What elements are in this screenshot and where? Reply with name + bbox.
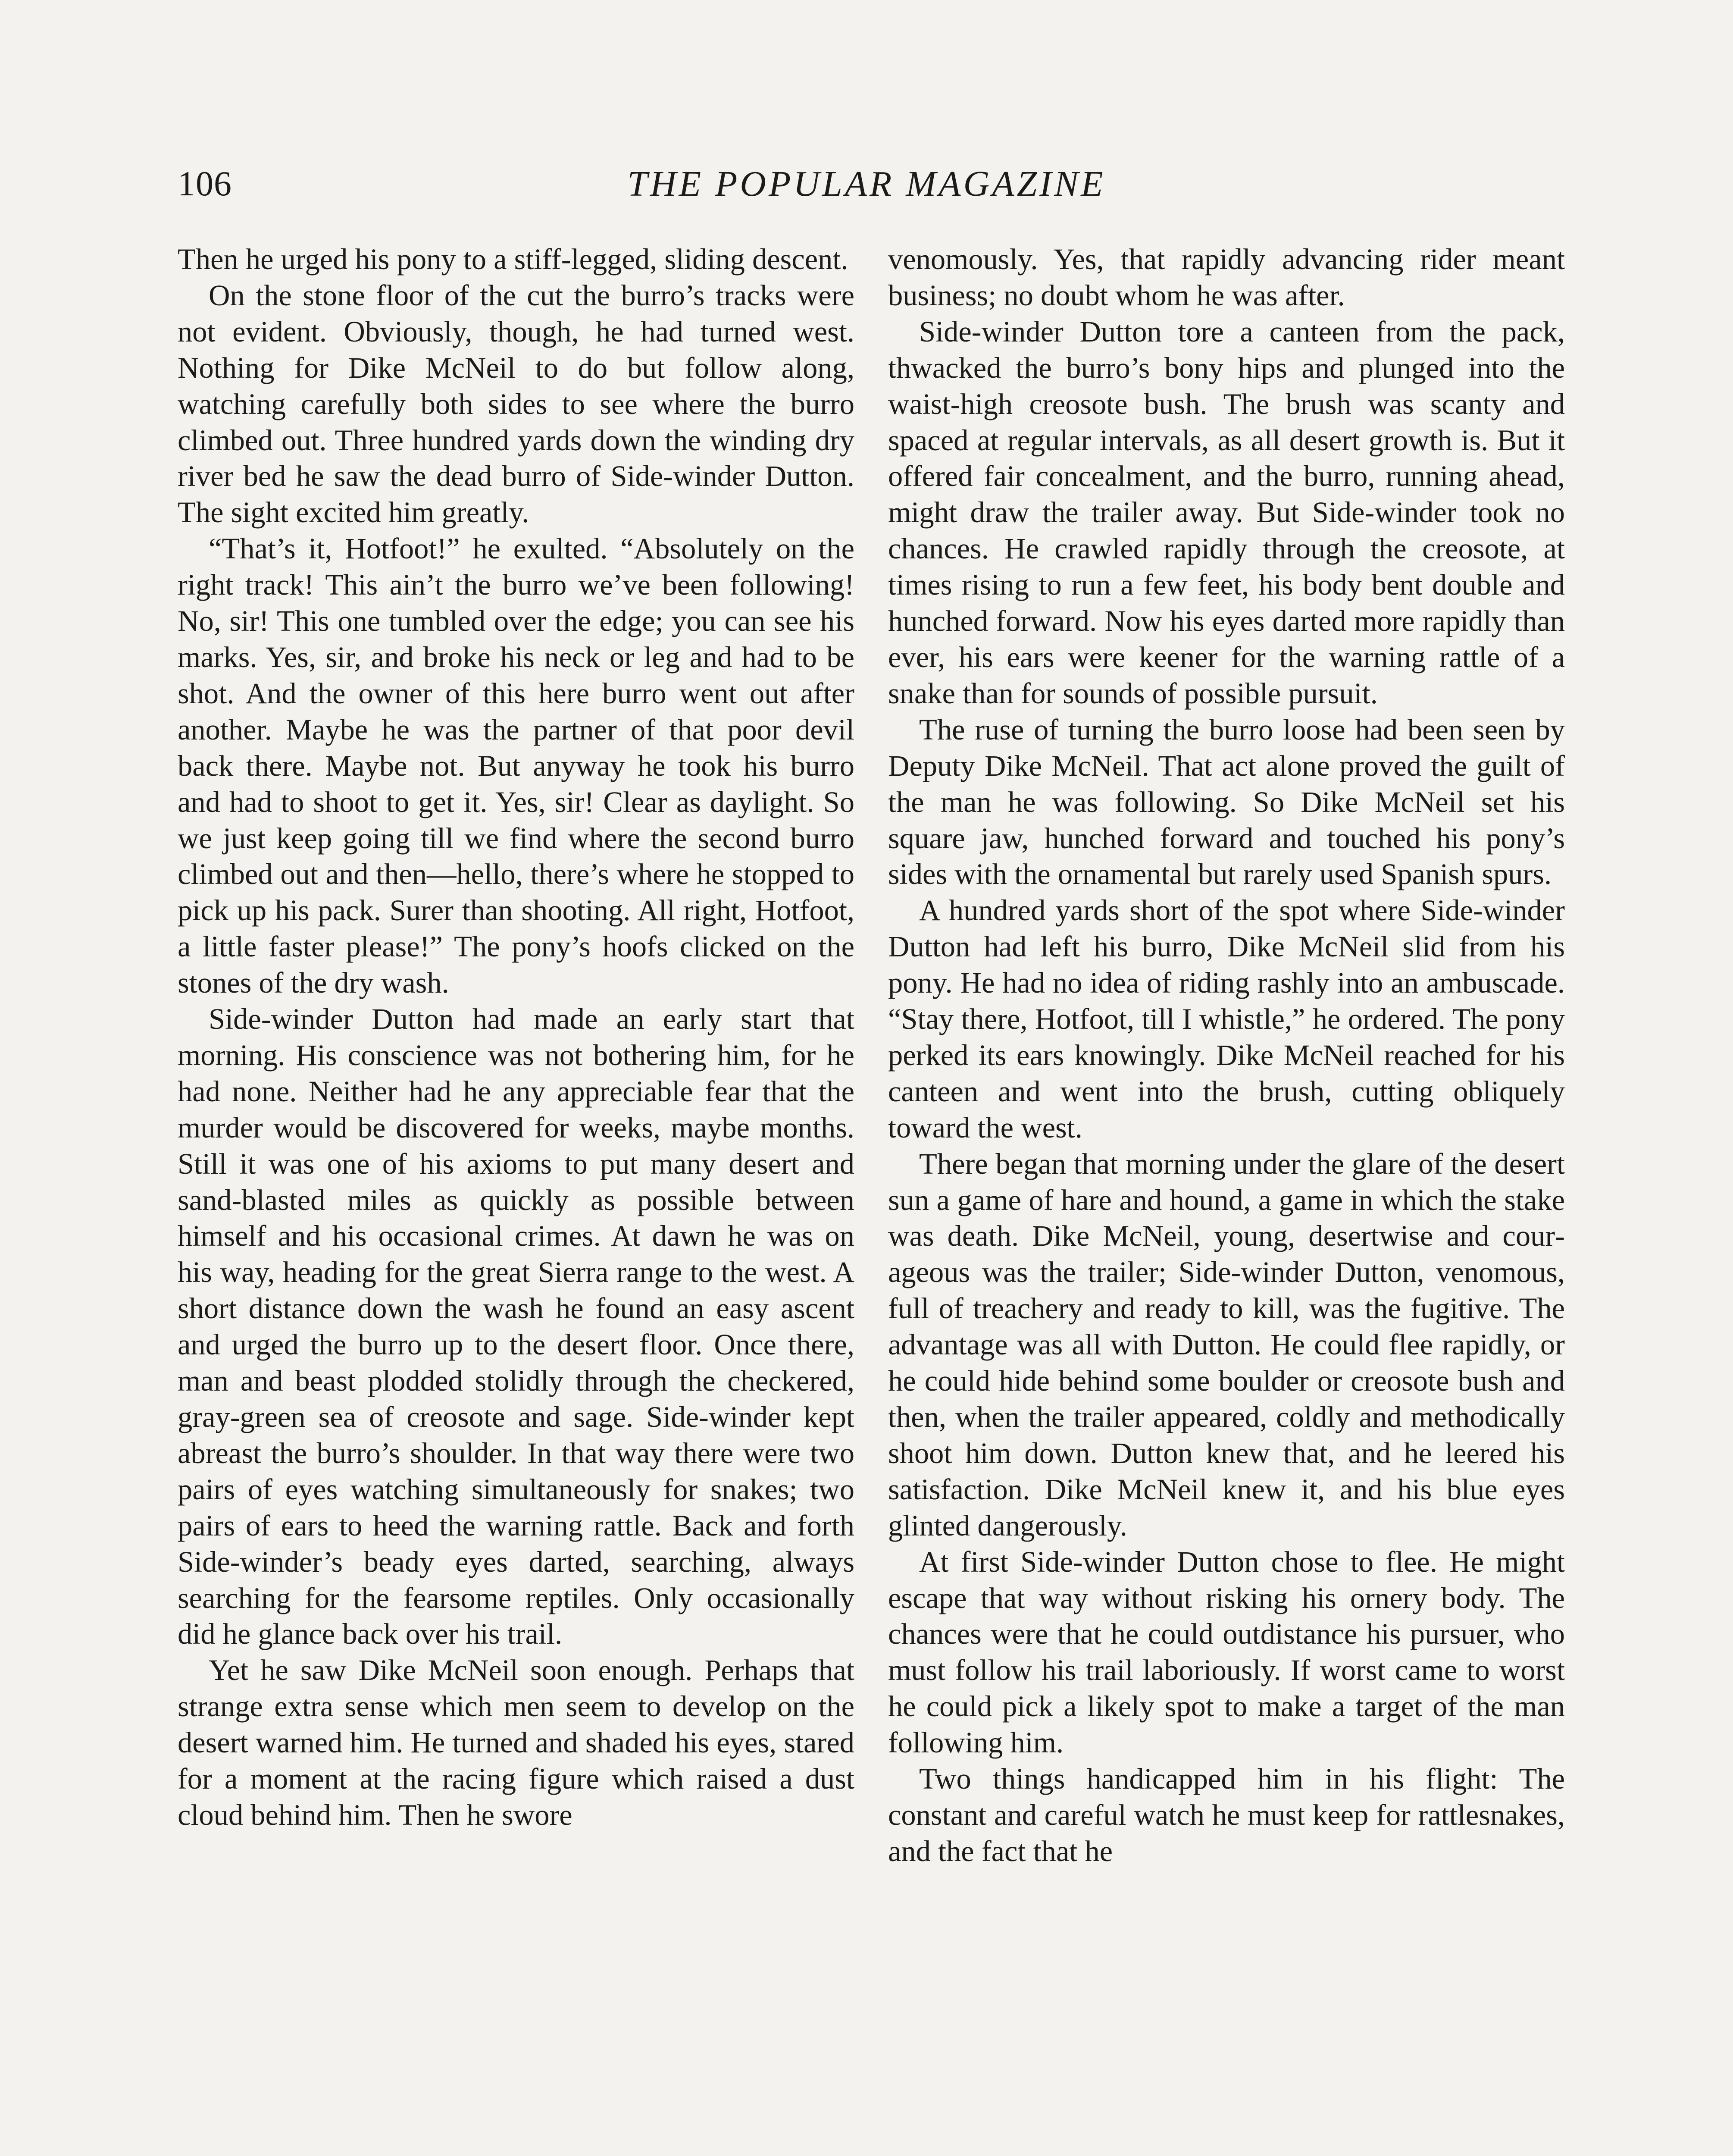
paragraph: venomously. Yes, that rapidly advancing rider meant business; no doubt whom he was after. (888, 243, 1565, 312)
paragraph: Two things handicapped him in his flight: The constant and careful watch he must keep for rattlesnakes, and the fact that he (888, 1762, 1565, 1868)
left-column (178, 241, 854, 2156)
paragraph: On the stone floor of the cut the burro’s tracks were not evident. Obviously, though, he had turned west. Nothing for Dike McNeil to do but follow along, watching carefully both sides to see where the burro climbed out. Three hundred yards down the winding dry river bed he saw the dead burro of Side-winder Dutton. The sight excited him greatly. (178, 279, 854, 529)
right-column (888, 241, 1565, 2156)
paragraph: “That’s it, Hotfoot!” he exulted. “Absolutely on the right track! This ain’t the burro we’ve been following! No, sir! This one tumbled over the edge; you can see his marks. Yes, sir, and broke his neck or leg and had to be shot. And the owner of this here burro went out after another. Maybe he was the partner of that poor devil back there. Maybe not. But anyway he took his burro and had to shoot to get it. Yes, sir! Clear as daylight. So we just keep going till we find where the second burro climbed out and then—hello, there’s where he stopped to pick up his pack. Surer than shooting. All right, Hotfoot, a little faster please!” The pony’s hoofs clicked on the stones of the dry wash. (178, 532, 854, 1000)
paragraph: A hundred yards short of the spot where Side-winder Dutton had left his burro, Dike McNeil slid from his pony. He had no idea of riding rashly into an ambuscade. “Stay there, Hotfoot, till I whistle,” he ordered. The pony perked its ears knowingly. Dike McNeil reached for his canteen and went into the brush, cutting obliquely toward the west. (888, 894, 1565, 1144)
paragraph: Side-winder Dutton had made an early start that morning. His conscience was not bothering him, for he had none. Neither had he any appreciable fear that the murder would be discovered for weeks, maybe months. Still it was one of his axioms to put many desert and sand-blasted miles as quickly as possible between himself and his occasional crimes. At dawn he was on his way, heading for the great Sierra range to the west. A short distance down the wash he found an easy ascent and urged the burro up to the desert floor. Once there, man and beast plodded stolidly through the checkered, gray-green sea of creosote and sage. Side-winder kept abreast the burro’s shoulder. In that way there were two pairs of eyes watching simultaneously for snakes; two pairs of ears to heed the warning rattle. Back and forth Side-winder’s beady eyes darted, searching, always searching for the fearsome reptiles. Only occasionally did he glance back over his trail. (178, 1003, 854, 1651)
paragraph: There began that morning under the glare of the desert sun a game of hare and hound, a game in which the stake was death. Dike McNeil, young, desertwise and courageous was the trailer; Side-winder Dutton, venomous, full of treachery and ready to kill, was the fugitive. The advantage was all with Dutton. He could flee rapidly, or he could hide behind some boulder or creosote bush and then, when the trailer appeared, coldly and methodically shoot him down. Dutton knew that, and he leered his satisfaction. Dike McNeil knew it, and his blue eyes glinted dangerously. (888, 1147, 1565, 1542)
paragraph: Side-winder Dutton tore a canteen from the pack, thwacked the burro’s bony hips and plunged into the waist-high creosote bush. The brush was scanty and spaced at regular intervals, as all desert growth is. But it offered fair concealment, and the burro, running ahead, might draw the trailer away. But Side-winder took no chances. He crawled rapidly through the creosote, at times rising to run a few feet, his body bent double and hunched forward. Now his eyes darted more rapidly than ever, his ears were keener for the warning rattle of a snake than for sounds of possible pursuit. (888, 315, 1565, 710)
paragraph: The ruse of turning the burro loose had been seen by Deputy Dike McNeil. That act alone proved the guilt of the man he was following. So Dike McNeil set his square jaw, hunched forward and touched his pony’s sides with the ornamental but rarely used Spanish spurs. (888, 713, 1565, 891)
page-number: 106 (178, 164, 232, 203)
paragraph: Then he urged his pony to a stiff-legged, sliding descent. (178, 243, 848, 276)
running-head-title: THE POPULAR MAGAZINE (627, 164, 1106, 204)
paragraph: At first Side-winder Dutton chose to flee. He might escape that way without risking his ornery body. The chances were that he could outdistance his pursuer, who must follow his trail laboriously. If worst came to worst he could pick a likely spot to make a target of the man following him. (888, 1545, 1565, 1759)
paragraph: Yet he saw Dike McNeil soon enough. Perhaps that strange extra sense which men seem to develop on the desert warned him. He turned and shaded his eyes, stared for a moment at the racing figure which raised a dust cloud behind him. Then he swore (178, 1654, 854, 1831)
